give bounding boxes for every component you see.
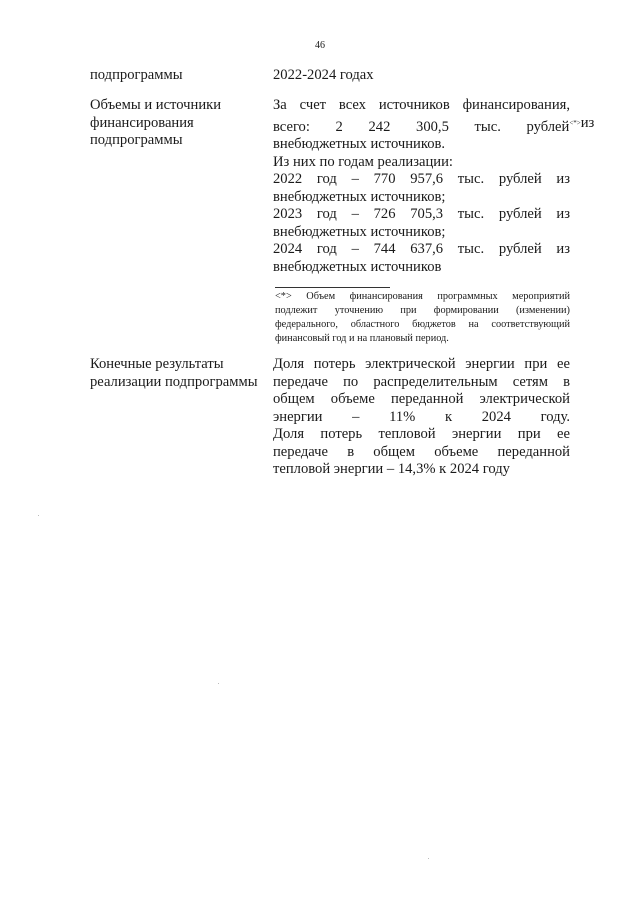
value-line: За счет всех источников финансирования,: [273, 97, 570, 113]
value-line: 2022-2024 годах: [273, 67, 374, 83]
row-label-financing: [90, 97, 270, 150]
footnote: [275, 290, 570, 346]
value-line: энергии – 11% к 2024 году.: [273, 408, 570, 425]
value-line: Из них по годам реализации:: [273, 153, 453, 170]
row-value-financing: [273, 97, 595, 276]
footnote-divider: [275, 287, 390, 288]
row-value-period: [273, 67, 570, 85]
total-tail: из: [580, 114, 595, 131]
value-line: тепловой энергии – 14,3% к 2024 году: [273, 461, 510, 477]
value-line: внебюджетных источников: [273, 258, 442, 275]
row-label-results: [90, 356, 270, 391]
value-line: 2023 год – 726 705,3 тыс. рублей из: [273, 206, 570, 222]
scan-speck: [38, 515, 39, 516]
value-line: 2024 год – 744 637,6 тыс. рублей из: [273, 241, 570, 257]
total-text: всего: 2 242 300,5 тыс. рублей<*>: [273, 118, 581, 135]
value-line: внебюджетных источников.: [273, 136, 446, 152]
value-line: передаче по распределительным сетям в: [273, 373, 570, 390]
footnote-line: финансовый год и на плановый период.: [275, 333, 449, 344]
scan-speck: [218, 683, 219, 684]
label-line: Конечные результаты: [90, 356, 224, 372]
label-line: Объемы и источники: [90, 97, 222, 113]
page-number: 46: [315, 40, 325, 51]
label-line: подпрограммы: [90, 67, 183, 83]
label-line: финансирования: [90, 114, 194, 131]
footnote-line: <*> Объем финансирования программных мероприятий: [275, 291, 570, 302]
label-line: реализации подпрограммы: [90, 373, 258, 390]
footnote-line: федерального, областного бюджетов на соответствующий: [275, 319, 570, 330]
value-line: внебюджетных источников;: [273, 223, 446, 240]
row-label-period: [90, 67, 270, 85]
scan-speck: [428, 858, 429, 859]
row-value-results: [273, 356, 570, 479]
value-line: общем объеме переданной электрической: [273, 391, 570, 407]
value-line: передаче в общем объеме переданной: [273, 443, 570, 460]
value-line: Доля потерь тепловой энергии при ее: [273, 426, 570, 442]
value-line: внебюджетных источников;: [273, 188, 446, 205]
footnote-line: подлежит уточнению при формировании (изменении): [275, 305, 570, 316]
footnote-mark: <*>: [569, 118, 581, 127]
value-line-total: [273, 114, 595, 137]
label-line: подпрограммы: [90, 132, 183, 148]
value-line: Доля потерь электрической энергии при ее: [273, 356, 570, 372]
value-line: 2022 год – 770 957,6 тыс. рублей из: [273, 171, 570, 187]
